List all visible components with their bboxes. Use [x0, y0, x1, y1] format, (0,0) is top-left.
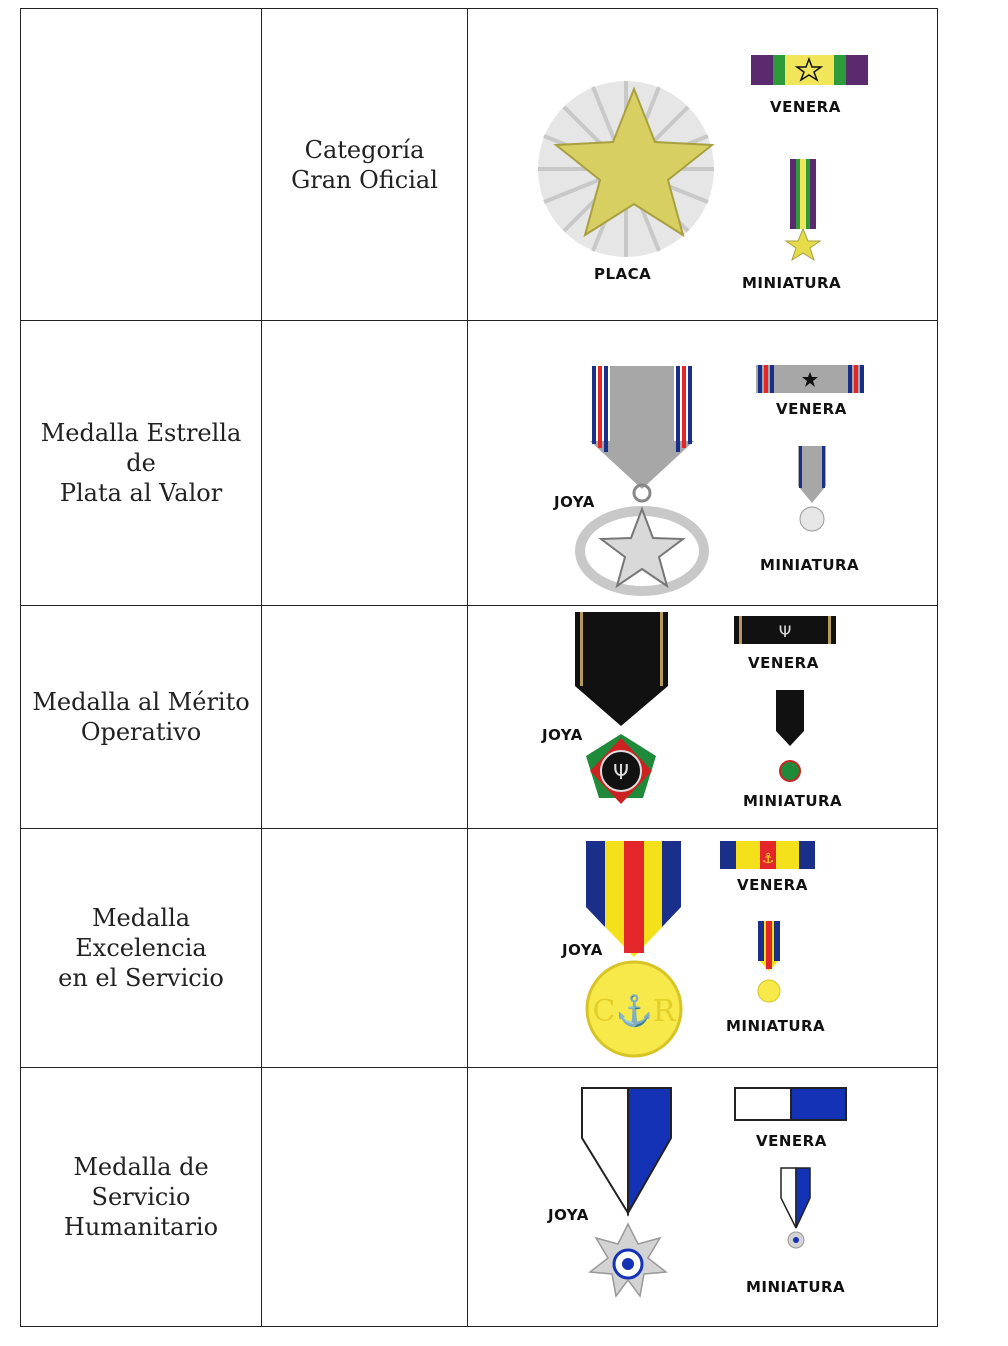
- label-joya: JOYA: [548, 1206, 589, 1224]
- label-venera: VENERA: [737, 876, 808, 894]
- joya-medal-icon: [587, 962, 681, 1056]
- label-venera: VENERA: [756, 1132, 827, 1150]
- miniatura-icon: [758, 921, 780, 1002]
- label-miniatura: MINIATURA: [726, 1017, 826, 1035]
- category-cell: [262, 321, 468, 606]
- category-cell: [262, 606, 468, 829]
- category-cell: [262, 9, 468, 321]
- medal-name-cell: [21, 321, 262, 606]
- medal-name-line: en el Servicio: [58, 964, 224, 992]
- svg-text:Ψ: Ψ: [613, 760, 629, 784]
- medal-image-cell: [468, 9, 938, 321]
- venera-ribbon-icon: [734, 616, 836, 644]
- venera-ribbon-icon: [751, 55, 868, 85]
- label-miniatura: MINIATURA: [742, 274, 842, 292]
- label-joya: JOYA: [542, 726, 583, 744]
- merito-operativo-illustration: [468, 606, 937, 828]
- svg-text:Ψ: Ψ: [778, 622, 792, 641]
- miniatura-icon: [786, 159, 820, 260]
- medal-name-line: Operativo: [80, 718, 202, 746]
- label-miniatura: MINIATURA: [760, 556, 860, 574]
- venera-ribbon-icon: [720, 841, 815, 869]
- category-cell: [262, 829, 468, 1068]
- medal-image-cell: [468, 606, 938, 829]
- medal-name-line: Plata al Valor: [59, 479, 223, 507]
- svg-text:C⚓R: C⚓R: [592, 994, 676, 1029]
- miniatura-icon: [776, 690, 804, 781]
- medal-name-cell: [21, 829, 262, 1068]
- medal-name-line: Medalla Excelencia: [75, 904, 207, 962]
- label-venera: VENERA: [770, 98, 841, 116]
- medal-name-cell: [21, 9, 262, 321]
- table-row: [21, 829, 938, 1068]
- medal-name-line: Medalla de Servicio: [73, 1153, 209, 1211]
- table-row: [21, 606, 938, 829]
- excelencia-servicio-illustration: [468, 829, 937, 1067]
- medal-name-line: Medalla al Mérito: [32, 688, 250, 716]
- table-row: [21, 1068, 938, 1327]
- label-miniatura: MINIATURA: [743, 792, 843, 810]
- label-joya: JOYA: [554, 493, 595, 511]
- table-row: [21, 9, 938, 321]
- joya-ribbon-icon: [575, 612, 668, 726]
- miniatura-icon: [798, 446, 826, 531]
- joya-cross-icon: [586, 734, 656, 804]
- placa-illustration: [468, 9, 937, 320]
- joya-ribbon-icon: [590, 366, 694, 501]
- joya-star-icon: [590, 1224, 666, 1296]
- medal-image-cell: [468, 1068, 938, 1327]
- joya-star-icon: [580, 509, 704, 591]
- medal-name-cell: [21, 1068, 262, 1327]
- label-miniatura: MINIATURA: [746, 1278, 846, 1296]
- label-venera: VENERA: [776, 400, 847, 418]
- medal-name-line: Humanitario: [63, 1213, 219, 1241]
- category-line: Categoría: [304, 135, 425, 164]
- medal-image-cell: [468, 321, 938, 606]
- venera-ribbon-icon: [756, 365, 864, 393]
- miniatura-icon: [781, 1168, 810, 1248]
- estrella-plata-illustration: [468, 321, 937, 605]
- label-joya: JOYA: [562, 941, 603, 959]
- medal-image-cell: [468, 829, 938, 1068]
- svg-text:⚓: ⚓: [761, 851, 775, 867]
- category-cell: [262, 1068, 468, 1327]
- servicio-humanitario-illustration: [468, 1068, 937, 1326]
- label-placa: PLACA: [594, 265, 652, 283]
- medals-table: [20, 8, 938, 1327]
- joya-ribbon-icon: [586, 841, 681, 957]
- medal-name-cell: [21, 606, 262, 829]
- venera-ribbon-icon: [735, 1088, 846, 1120]
- table-row: [21, 321, 938, 606]
- label-venera: VENERA: [748, 654, 819, 672]
- category-line: Gran Oficial: [291, 165, 438, 194]
- medal-name-line: Medalla Estrella de: [40, 419, 242, 477]
- joya-ribbon-icon: [582, 1088, 671, 1213]
